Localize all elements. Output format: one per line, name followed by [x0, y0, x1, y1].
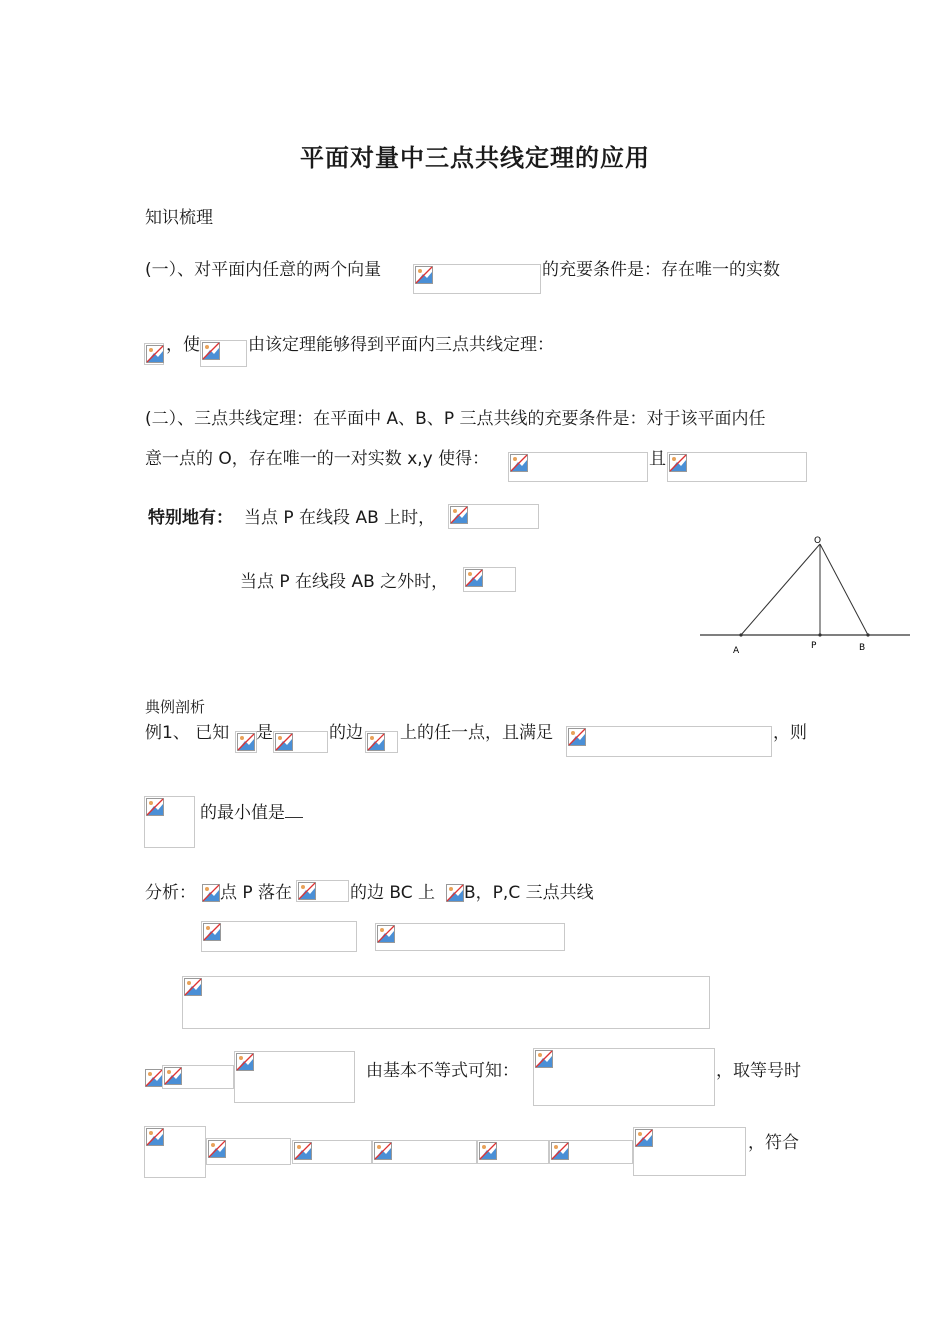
broken-image-icon — [275, 733, 293, 751]
broken-image-icon — [202, 342, 220, 360]
broken-image-icon — [298, 882, 316, 900]
formula-image — [201, 921, 357, 952]
analysis-collinear: B，P,C 三点共线 — [464, 883, 594, 903]
formula-image — [292, 1140, 372, 1164]
analysis-label: 分析： — [145, 883, 196, 903]
example1-point: 上的任一点，且满足 — [400, 723, 553, 743]
broken-image-icon — [203, 923, 221, 941]
para2-comma: ，使 — [166, 335, 200, 355]
formula-image — [463, 567, 516, 592]
formula-image — [144, 796, 195, 848]
collinear-figure — [698, 534, 913, 659]
formula-image — [413, 264, 541, 294]
label-p: P — [811, 641, 817, 651]
point-p — [818, 633, 821, 636]
formula-image — [365, 731, 398, 753]
para1-text-before: (一）、对平面内任意的两个向量 — [145, 260, 382, 280]
para3-and: 且 — [649, 449, 666, 469]
broken-image-icon — [146, 345, 164, 363]
label-o: O — [814, 536, 822, 546]
answer-blank[interactable] — [285, 803, 303, 818]
example1-is: 是 — [256, 723, 273, 743]
special-case1: 当点 P 在线段 AB 上时， — [244, 508, 436, 528]
broken-image-icon — [377, 925, 395, 943]
formula-image — [162, 1065, 234, 1089]
para1-text-after: 的充要条件是：存在唯一的实数 — [542, 260, 780, 280]
formula-image — [477, 1140, 549, 1164]
formula-image — [549, 1140, 633, 1164]
label-b: B — [859, 643, 866, 653]
broken-image-icon — [479, 1142, 497, 1160]
formula-image — [533, 1048, 715, 1106]
broken-image-icon — [164, 1067, 182, 1085]
formula-image — [234, 1051, 355, 1103]
broken-image-icon — [184, 978, 202, 996]
formula-image — [372, 1140, 477, 1164]
broken-image-icon — [237, 733, 255, 751]
inequality-text: 由基本不等式可知： — [366, 1061, 519, 1081]
broken-image-icon — [450, 506, 468, 524]
formula-image — [144, 1126, 206, 1178]
broken-image-icon — [669, 454, 687, 472]
formula-image — [200, 340, 247, 367]
formula-image — [633, 1127, 746, 1176]
formula-image — [144, 343, 164, 365]
point-b — [866, 633, 869, 636]
broken-image-icon — [374, 1142, 392, 1160]
formula-image — [375, 923, 565, 951]
para2-text: 由该定理能够得到平面内三点共线定理： — [248, 335, 554, 355]
equal-when-text: ，取等号时 — [716, 1061, 801, 1081]
broken-image-icon — [551, 1142, 569, 1160]
broken-image-icon — [208, 1140, 226, 1158]
broken-image-icon — [535, 1050, 553, 1068]
analysis-edge: 的边 BC 上 — [350, 883, 436, 903]
formula-image — [182, 976, 710, 1029]
label-a: A — [733, 646, 740, 656]
special-case2: 当点 P 在线段 AB 之外时， — [240, 572, 449, 592]
broken-image-icon — [635, 1129, 653, 1147]
broken-image-icon — [446, 884, 464, 902]
example1-then: ，则 — [773, 723, 807, 743]
conform-text: ，符合 — [748, 1133, 799, 1153]
broken-image-icon — [145, 1069, 163, 1087]
formula-image — [235, 731, 257, 753]
example1-edge: 的边 — [329, 723, 363, 743]
para3-line2: 意一点的 O，存在唯一的一对实数 x,y 使得： — [145, 449, 490, 469]
formula-image — [201, 883, 219, 901]
formula-image — [296, 880, 349, 902]
segment-oa — [741, 544, 820, 635]
section-heading-examples: 典例剖析 — [145, 698, 206, 716]
formula-image — [508, 452, 648, 482]
formula-image — [144, 1068, 162, 1086]
point-a — [739, 633, 742, 636]
broken-image-icon — [146, 1128, 164, 1146]
example1-min-text: 的最小值是 — [200, 803, 285, 823]
broken-image-icon — [568, 728, 586, 746]
broken-image-icon — [146, 798, 164, 816]
broken-image-icon — [510, 454, 528, 472]
broken-image-icon — [294, 1142, 312, 1160]
broken-image-icon — [465, 569, 483, 587]
para3-line1: (二）、三点共线定理：在平面中 A、B、P 三点共线的充要条件是：对于该平面内任 — [145, 409, 766, 429]
formula-image — [667, 452, 807, 482]
example1-min — [200, 802, 303, 824]
formula-image — [448, 504, 539, 529]
broken-image-icon — [415, 266, 433, 284]
special-label: 特别地有： — [148, 508, 233, 528]
broken-image-icon — [367, 733, 385, 751]
segment-ob — [820, 544, 868, 635]
formula-image — [273, 731, 328, 753]
example1-prefix: 例1、 已知 — [145, 723, 230, 743]
broken-image-icon — [236, 1053, 254, 1071]
formula-image — [445, 883, 463, 901]
analysis-point: 点 P 落在 — [220, 883, 293, 903]
page-title: 平面对量中三点共线定理的应用 — [300, 144, 650, 172]
formula-image — [566, 726, 772, 757]
formula-image — [206, 1138, 291, 1165]
section-heading-knowledge: 知识梳理 — [145, 208, 213, 228]
broken-image-icon — [202, 884, 220, 902]
